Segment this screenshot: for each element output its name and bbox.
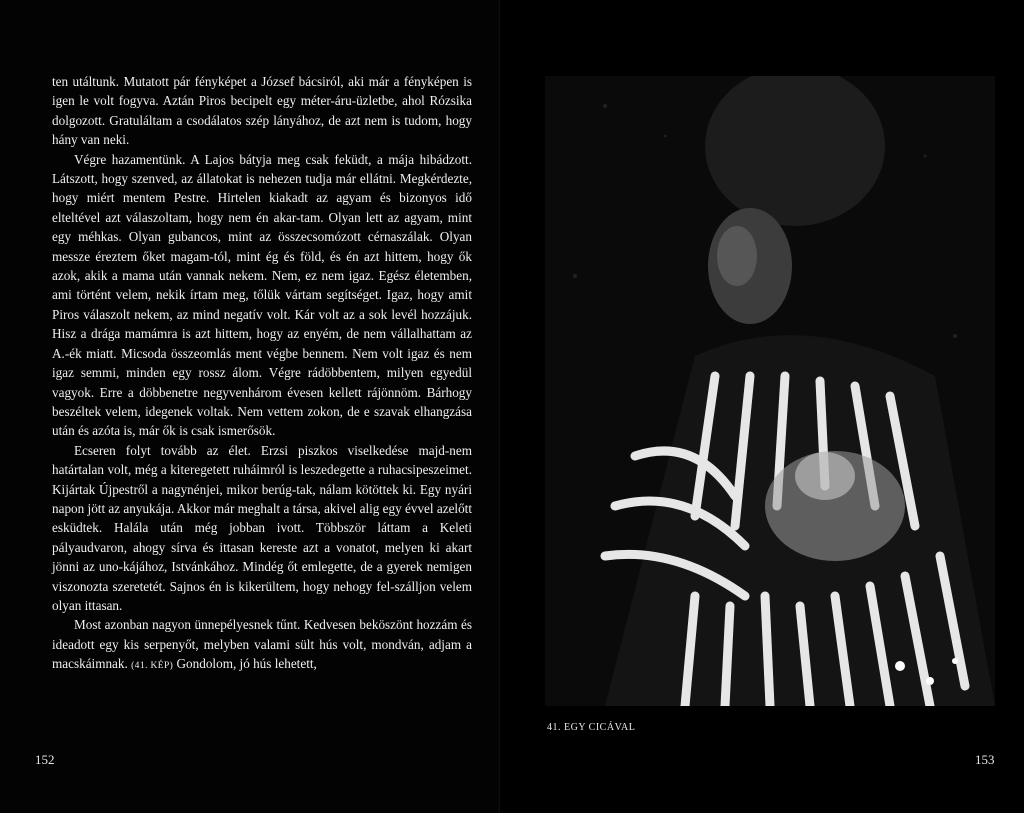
paragraph-4-text: Most azonban nagyon ünnepélyesnek tűnt. Kedvesen beköszönt hozzám és ideadott egy kis serpenyőt, melyben valami sült hús volt, mondván, adjam a macskáimnak. xyxy=(52,617,472,672)
paragraph-4 xyxy=(52,615,472,676)
photo-caption: 41. EGY CICÁVAL xyxy=(547,722,636,733)
figure-reference: (41. KÉP) xyxy=(131,661,174,672)
paragraph-3: Ecseren folyt tovább az élet. Erzsi piszkos viselkedése majd-nem határtalan volt, még a kiteregetett ruháimról is leszedegette a ruhacsipeszeimet. Kijártak Újpestről a nagynénjei, mikor berúg-tak, nálam kötöttek ki. Egy nyári napon jött az anyukája. Akkor már meghalt a társa, akivel alig egy évvel azelőtt esküdtek. Halála után még jobban ivott. Többször láttam a Keleti pályaudvaron, ahogy sírva és ittasan kereste azt a vonatot, melyen ki akart jönni az uno-kájához, Istvánkához. Mindég őt emlegette, de a gyerek nemigen viszonozta szeretetét. Sajnos én is kikerültem, hogy nehogy fel-szálljon velem olyan ittasan. xyxy=(52,442,473,613)
left-page xyxy=(0,0,500,813)
paragraph-1: ten utáltunk. Mutatott pár fényképet a József bácsiról, aki már a fényképen is igen le volt fogyva. Aztán Piros becipelt egy méter-áru-üzletbe, ahol Rózsika dolgozott. Gratuláltam a csodálatos szép lányához, de azt nem is tudom, hogy hány van neki. xyxy=(52,74,472,148)
paragraph-4-tail: Gondolom, jó hús lehetett, xyxy=(173,656,317,672)
paragraph-2: Végre hazamentünk. A Lajos bátyja meg csak feküdt, a mája hibádzott. Látszott, hogy szenved, az állatokat is nehezen tudja már ellátni. Megkérdezte, hogy miért mentem Pestre. Hirtelen kiakadt az agyam és bizonyos idő elteltével azt válaszoltam, hogy nem én akar-tam. Olyan lett az agyam, mint egy méhkas. Olyan gubancos, mint az összecsomózott cérnaszálak. Olyan messze éreztem őket magam-tól, mint ég és föld, és én azt hittem, hogy ők azok, akik a mama után vannak nekem. Nem, ez nem igaz. Egész életemben, ami történt velem, nekik írtam meg, tőlük vártam segítséget. Igaz, hogy amit Piros válaszolt nekem, az mind negatív volt. Kár volt az a sok levél hozzájuk. Hisz a drága mamámra is azt hittem, hogy az enyém, de nem vállalhattam az A.-ék miatt. Micsoda összeomlás ment végbe bennem. Nem volt igaz és nem igaz semmi, minden egy rossz álom. Végre rádöbbentem, milyen egyedül vagyok. Erre a döbbenetre negyvenhárom évesen kellett rájönnöm. Bárhogy beszéltek velem, idegenek voltak. Nem vettem zokon, de e szavak elhangzása után és azóta is, már ők is csak ismerősök. xyxy=(52,151,472,439)
body-text xyxy=(52,72,472,677)
photograph-woman-with-cat-icon xyxy=(545,76,995,706)
page-number-left: 152 xyxy=(35,752,55,767)
page-number-right: 153 xyxy=(975,752,995,767)
